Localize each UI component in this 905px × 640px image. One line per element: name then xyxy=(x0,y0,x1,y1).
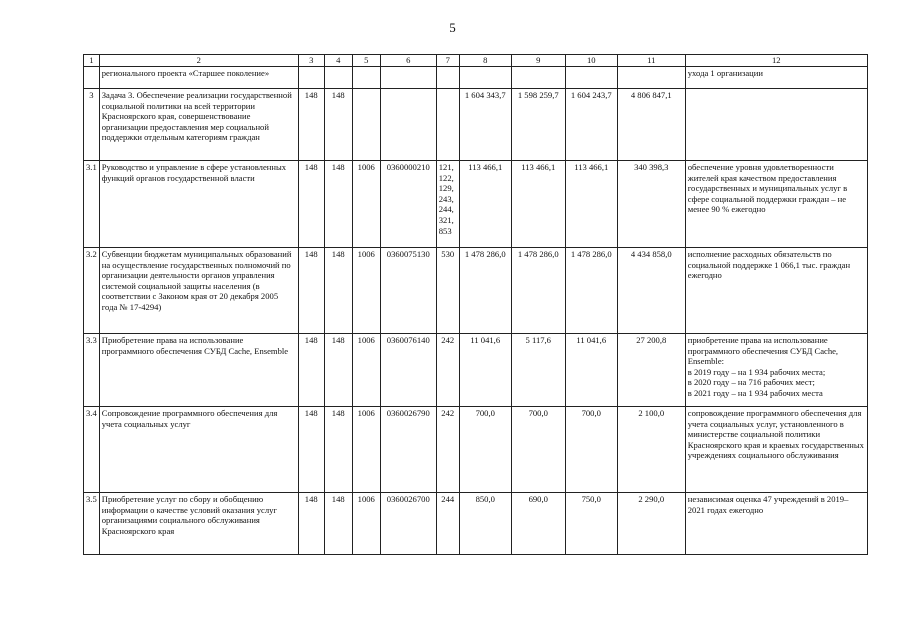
row-name: Сопровождение программного обеспечения для учета социальных услуг xyxy=(99,407,298,493)
cell-col9: 690,0 xyxy=(511,493,565,555)
row-name: Задача 3. Обеспечение реализации государственной социальной политики на всей территории Красноярского края, совершенствование организации предоставления мер социальной поддержки отдельным категориям граждан xyxy=(99,89,298,161)
cell-col9: 113 466,1 xyxy=(511,161,565,248)
cell-col4 xyxy=(324,67,352,89)
cell-col4: 148 xyxy=(324,407,352,493)
cell-col8: 11 041,6 xyxy=(459,334,511,407)
col-header: 4 xyxy=(324,55,352,67)
row-name: Субвенции бюджетам муниципальных образований на осуществление государственных полномочий по организации деятельности органов управления системой социальной защиты населения (в соответствии с Законом края от 20 декабря 2005 года № 17-4294) xyxy=(99,248,298,334)
page-number: 5 xyxy=(449,20,456,35)
cell-col10 xyxy=(565,67,617,89)
cell-col9: 700,0 xyxy=(511,407,565,493)
cell-col10: 700,0 xyxy=(565,407,617,493)
cell-col5: 1006 xyxy=(352,407,380,493)
row-number xyxy=(84,67,100,89)
cell-col11: 27 200,8 xyxy=(617,334,685,407)
program-table xyxy=(83,54,868,555)
cell-col3: 148 xyxy=(298,334,324,407)
cell-col10: 113 466,1 xyxy=(565,161,617,248)
row-number: 3 xyxy=(84,89,100,161)
cell-col11: 2 290,0 xyxy=(617,493,685,555)
column-number-row xyxy=(84,55,868,67)
cell-col9: 5 117,6 xyxy=(511,334,565,407)
col-header: 1 xyxy=(84,55,100,67)
cell-col8: 850,0 xyxy=(459,493,511,555)
table-row xyxy=(84,161,868,248)
col-header: 7 xyxy=(436,55,459,67)
row-result: ухода 1 организации xyxy=(685,67,867,89)
cell-col5 xyxy=(352,89,380,161)
cell-col11: 4 434 858,0 xyxy=(617,248,685,334)
cell-col10: 11 041,6 xyxy=(565,334,617,407)
col-header: 3 xyxy=(298,55,324,67)
row-result: исполнение расходных обязательств по социальной поддержке 1 066,1 тыс. граждан ежегодно xyxy=(685,248,867,334)
table-row xyxy=(84,407,868,493)
cell-col5: 1006 xyxy=(352,248,380,334)
row-name: Приобретение права на использование программного обеспечения СУБД Cache, Ensemble xyxy=(99,334,298,407)
row-name: Руководство и управление в сфере установленных функций органов государственной власти xyxy=(99,161,298,248)
row-number: 3.1 xyxy=(84,161,100,248)
col-header: 6 xyxy=(380,55,436,67)
col-header: 2 xyxy=(99,55,298,67)
cell-col3: 148 xyxy=(298,89,324,161)
cell-col7: 121, 122, 129, 243, 244, 321, 853 xyxy=(436,161,459,248)
cell-col6 xyxy=(380,67,436,89)
table-row xyxy=(84,334,868,407)
cell-col11 xyxy=(617,67,685,89)
cell-col7: 242 xyxy=(436,334,459,407)
cell-col9 xyxy=(511,67,565,89)
cell-col11: 2 100,0 xyxy=(617,407,685,493)
row-name: регионального проекта «Старшее поколение» xyxy=(99,67,298,89)
cell-col6: 0360000210 xyxy=(380,161,436,248)
cell-col6: 0360076140 xyxy=(380,334,436,407)
cell-col8: 113 466,1 xyxy=(459,161,511,248)
cell-col7: 530 xyxy=(436,248,459,334)
cell-col3 xyxy=(298,67,324,89)
cell-col9: 1 598 259,7 xyxy=(511,89,565,161)
row-result: сопровождение программного обеспечения для учета социальных услуг, установленного в министерстве социальной политики Красноярского края и краевых государственных учреждениях социального обслуживания xyxy=(685,407,867,493)
row-result: приобретение права на использование программного обеспечения СУБД Cache, Ensemble: в 2019 году – на 1 934 рабочих места; в 2020 году – на 716 рабочих мест; в 2021 году – на 1 934 рабочих места xyxy=(685,334,867,407)
table-row xyxy=(84,493,868,555)
table-row xyxy=(84,67,868,89)
cell-col8: 1 604 343,7 xyxy=(459,89,511,161)
col-header: 8 xyxy=(459,55,511,67)
table-row xyxy=(84,248,868,334)
cell-col11: 340 398,3 xyxy=(617,161,685,248)
col-header: 9 xyxy=(511,55,565,67)
cell-col6: 0360026790 xyxy=(380,407,436,493)
row-number: 3.5 xyxy=(84,493,100,555)
cell-col3: 148 xyxy=(298,161,324,248)
col-header: 11 xyxy=(617,55,685,67)
row-number: 3.4 xyxy=(84,407,100,493)
cell-col5 xyxy=(352,67,380,89)
row-result: независимая оценка 47 учреждений в 2019–2021 годах ежегодно xyxy=(685,493,867,555)
cell-col3: 148 xyxy=(298,493,324,555)
cell-col6: 0360026700 xyxy=(380,493,436,555)
row-result xyxy=(685,89,867,161)
cell-col4: 148 xyxy=(324,334,352,407)
row-number: 3.2 xyxy=(84,248,100,334)
cell-col4: 148 xyxy=(324,161,352,248)
cell-col7: 244 xyxy=(436,493,459,555)
cell-col4: 148 xyxy=(324,493,352,555)
cell-col10: 1 604 243,7 xyxy=(565,89,617,161)
cell-col5: 1006 xyxy=(352,493,380,555)
col-header: 12 xyxy=(685,55,867,67)
cell-col8: 1 478 286,0 xyxy=(459,248,511,334)
cell-col6 xyxy=(380,89,436,161)
cell-col10: 750,0 xyxy=(565,493,617,555)
row-number: 3.3 xyxy=(84,334,100,407)
cell-col4: 148 xyxy=(324,248,352,334)
cell-col3: 148 xyxy=(298,248,324,334)
col-header: 5 xyxy=(352,55,380,67)
row-name: Приобретение услуг по сбору и обобщению информации о качестве условий оказания услуг организациями социального обслуживания Красноярского края xyxy=(99,493,298,555)
row-result: обеспечение уровня удовлетворенности жителей края качеством предоставления государственных и муниципальных услуг в сфере социальной поддержки граждан – не менее 90 % ежегодно xyxy=(685,161,867,248)
table-row xyxy=(84,89,868,161)
cell-col8: 700,0 xyxy=(459,407,511,493)
cell-col9: 1 478 286,0 xyxy=(511,248,565,334)
cell-col11: 4 806 847,1 xyxy=(617,89,685,161)
cell-col10: 1 478 286,0 xyxy=(565,248,617,334)
cell-col4: 148 xyxy=(324,89,352,161)
cell-col7 xyxy=(436,89,459,161)
cell-col7 xyxy=(436,67,459,89)
cell-col5: 1006 xyxy=(352,161,380,248)
col-header: 10 xyxy=(565,55,617,67)
cell-col8 xyxy=(459,67,511,89)
cell-col7: 242 xyxy=(436,407,459,493)
cell-col3: 148 xyxy=(298,407,324,493)
cell-col6: 0360075130 xyxy=(380,248,436,334)
cell-col5: 1006 xyxy=(352,334,380,407)
